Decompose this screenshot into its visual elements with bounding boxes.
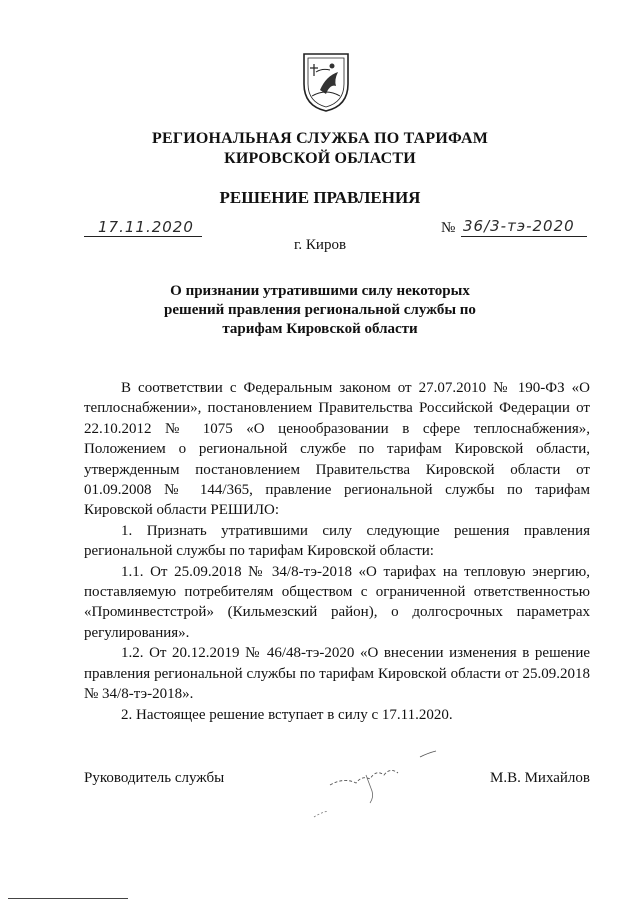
paragraph-item-1-1: 1.1. От 25.09.2018 № 34/8-тэ-2018 «О тарифах на тепловую энергию, поставляемую потребителям обществом с ограниченной ответственностью «Проминвестстрой» (Кильмезский район), о долгосрочных параметрах регулирования». [84,563,590,641]
handwritten-signature-icon [310,745,440,825]
subject-line1: О признании утратившими силу некоторых [170,283,470,299]
kirov-coat-of-arms-icon [300,50,352,114]
document-number: 36/3-тэ-2020 [463,217,575,235]
subject-line3: тарифам Кировской области [222,321,418,337]
subject-line2: решений правления региональной службы по [164,302,476,318]
document-body [84,378,590,725]
city: г. Киров [293,237,347,253]
number-sign: № [441,220,456,236]
document-date: 17.11.2020 [98,218,194,236]
organization-name-line2: КИРОВСКОЙ ОБЛАСТИ [224,150,416,167]
signatory-position: Руководитель службы [84,770,225,786]
organization-name-line1: РЕГИОНАЛЬНАЯ СЛУЖБА ПО ТАРИФАМ [151,130,489,147]
document-type: РЕШЕНИЕ ПРАВЛЕНИЯ [219,188,421,207]
paragraph-preamble: В соответствии с Федеральным законом от 27.07.2010 № 190-ФЗ «О теплоснабжении», постановлением Правительства Российской Федерации от 22.10.2012 № 1075 «О ценообразовании в сфере теплоснабжения», Положением о региональной службе по тарифам Кировской области, утвержденным постановлением Правительства Кировской области от 01.09.2008 № 144/365, правление региональной службы по тарифам Кировской области РЕШИЛО: [84,380,590,519]
paragraph-item-2: 2. Настоящее решение вступает в силу с 17.11.2020. [121,706,453,723]
signatory-name: М.В. Михайлов [489,770,590,786]
paragraph-item-1: 1. Признать утратившими силу следующие решения правления региональной службы по тарифам Кировской области: [84,522,590,560]
paragraph-item-1-2: 1.2. От 20.12.2019 № 46/48-тэ-2020 «О внесении изменения в решение правления региональной службы по тарифам Кировской области от 25.09.2018 № 34/8-тэ-2018». [84,645,590,703]
footer-rule [8,898,128,899]
document-subject [150,282,490,339]
